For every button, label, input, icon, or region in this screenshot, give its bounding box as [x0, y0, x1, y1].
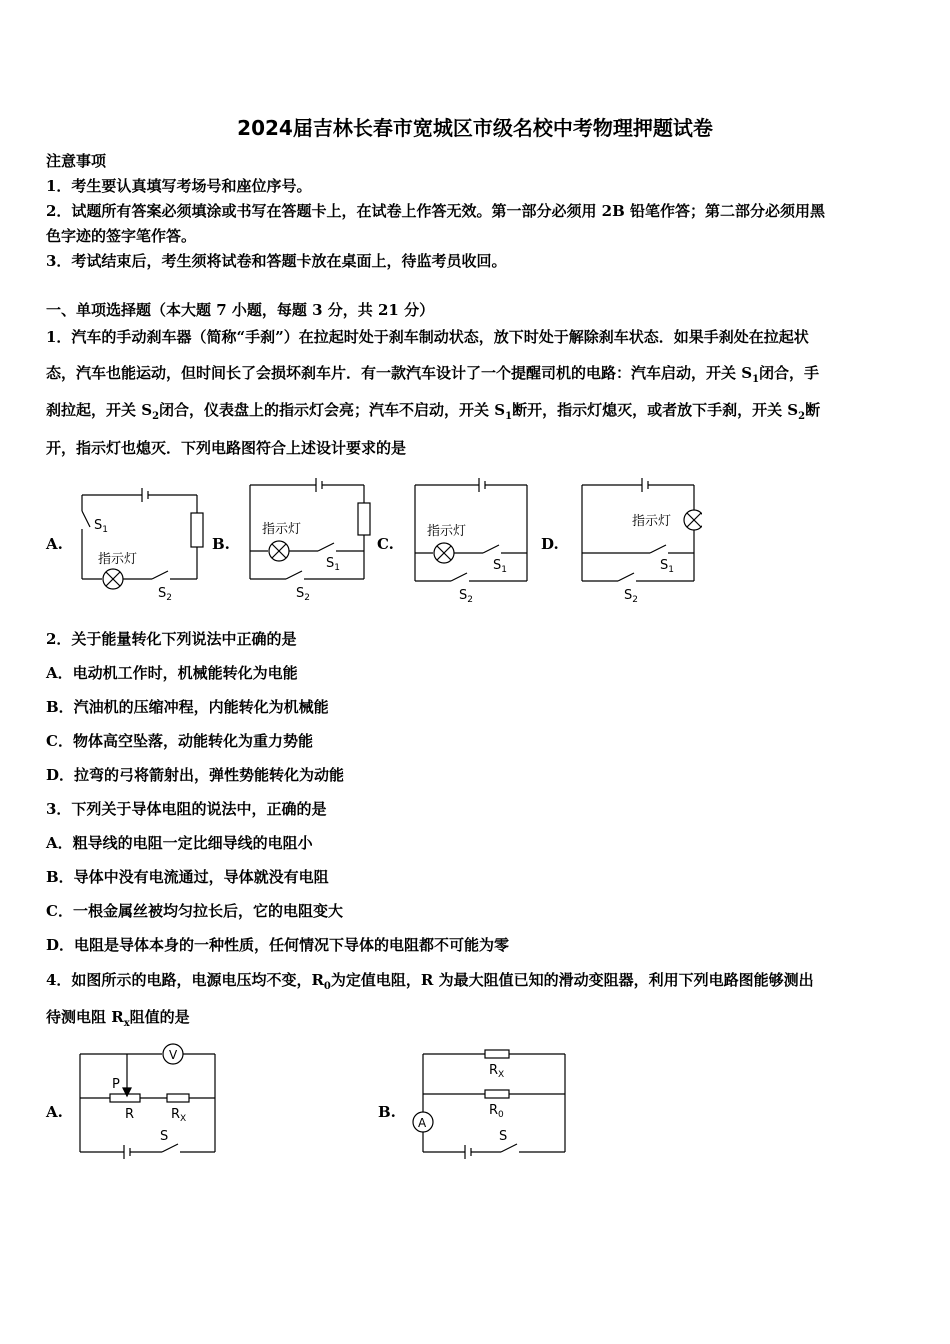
q1-line-3-mid1: 闭合，仪表盘上的指示灯会亮；汽车不启动，开关 S	[159, 401, 506, 419]
q4-line-1-a: 4．如图所示的电路，电源电压均不变，R	[46, 971, 324, 989]
q1-sub-2: 2	[152, 411, 160, 422]
q2-option-a: A．电动机工作时，机械能转化为电能	[46, 664, 298, 682]
q1-line-4: 开，指示灯也熄灭．下列电路图符合上述设计要求的是	[46, 439, 407, 457]
q4-line-1	[46, 969, 906, 998]
q1-line-2	[46, 362, 906, 391]
q1-line-3-mid2: 断开，指示灯熄灭，或者放下手刹，开关 S	[512, 401, 799, 419]
q4-line-1-b: 为定值电阻，R 为最大阻值已知的滑动变阻器，利用下列电路图能够测出	[330, 971, 814, 989]
q4b-rx-label: $R_X$	[489, 1063, 505, 1080]
q4a-s-label: S	[160, 1129, 169, 1144]
q3-option-b: B．导体中没有电流通过，导体就没有电阻	[46, 868, 329, 886]
q2-stem: 2．关于能量转化下列说法中正确的是	[46, 630, 297, 648]
page-title: 2024届吉林长春市宽城区市级名校中考物理押题试卷	[237, 116, 713, 140]
q1d-s2-label: $S_2$	[624, 588, 638, 605]
q3-option-d: D．电阻是导体本身的一种性质，任何情况下导体的电阻都不可能为零	[46, 936, 510, 954]
q1-sub-2b: 2	[798, 411, 806, 422]
q1b-s2-label: $S_2$	[296, 586, 310, 603]
q4a-voltmeter-label: V	[169, 1048, 178, 1062]
q4a-rx-label: $R_X$	[171, 1107, 187, 1124]
q4-circuit-a	[72, 1042, 222, 1162]
section1-heading: 一、单项选择题（本大题 7 小题，每题 3 分，共 21 分）	[46, 301, 435, 319]
q1-line-3-text: 刹拉起，开关 S	[46, 401, 153, 419]
q1c-lamp-label: 指示灯	[427, 524, 467, 539]
q1-circuit-c	[405, 475, 535, 605]
q1-option-c-label: C.	[377, 535, 394, 553]
notice-item-2: 2．试题所有答案必须填涂或书写在答题卡上，在试卷上作答无效。第一部分必须用 2B 铅笔作答；第二部分必须用黑	[46, 202, 826, 220]
q4-circuit-b	[405, 1042, 575, 1162]
q1-line-2-text: 态，汽车也能运动，但时间长了会损坏刹车片．有一款汽车设计了一个提醒司机的电路：汽车启动，开关 S	[46, 364, 753, 382]
q1-sub-1: 1	[752, 374, 760, 385]
q2-option-b: B．汽油机的压缩冲程，内能转化为机械能	[46, 698, 329, 716]
notice-item-1: 1．考生要认真填写考场号和座位序号。	[46, 177, 312, 195]
q1-line-2-tail: 闭合，手	[759, 364, 820, 382]
q1-line-1: 1．汽车的手动刹车器（简称“手刹”）在拉起时处于刹车制动状态，放下时处于解除刹车状态．如果手刹处在拉起状	[46, 328, 809, 346]
q4-option-b-label: B.	[378, 1103, 396, 1121]
q1d-lamp-label: 指示灯	[632, 514, 672, 529]
q1-circuit-b	[240, 475, 380, 605]
q1-option-b-label: B.	[212, 535, 230, 553]
q4-line-2-sub: x	[123, 1018, 130, 1029]
q4a-p-label: P	[112, 1077, 120, 1092]
q1-circuit-d	[572, 475, 702, 605]
q1a-s1-label: $S_1$	[94, 518, 108, 535]
q1a-s2-label: $S_2$	[158, 586, 172, 603]
q4-option-a-label: A.	[46, 1103, 63, 1121]
q1d-s1-label: $S_1$	[660, 558, 674, 575]
q4b-r0-label: $R_0$	[489, 1103, 504, 1120]
q4-line-1-sub: 0	[323, 981, 331, 992]
notice-heading: 注意事项	[46, 152, 107, 170]
q1a-lamp-label: 指示灯	[98, 552, 138, 567]
q1-option-a-label: A.	[46, 535, 63, 553]
q1-line-3-tail: 断	[805, 401, 821, 419]
q1-line-3	[46, 399, 906, 428]
q3-stem: 3．下列关于导体电阻的说法中，正确的是	[46, 800, 327, 818]
q4b-s-label: S	[499, 1129, 508, 1144]
q1-sub-1b: 1	[505, 411, 513, 422]
q2-option-c: C．物体高空坠落，动能转化为重力势能	[46, 732, 313, 750]
q1b-s1-label: $S_1$	[326, 556, 340, 573]
q4-line-2-b: 阻值的是	[129, 1008, 190, 1026]
q1c-s2-label: $S_2$	[459, 588, 473, 605]
q4a-r-label: R	[125, 1107, 135, 1122]
q4-line-2	[46, 1006, 906, 1035]
q4b-ammeter-label: A	[418, 1116, 427, 1130]
q1-circuit-a	[70, 485, 210, 603]
q1-option-d-label: D.	[541, 535, 559, 553]
notice-item-3: 3．考试结束后，考生须将试卷和答题卡放在桌面上，待监考员收回。	[46, 252, 507, 270]
q1c-s1-label: $S_1$	[493, 558, 507, 575]
q4-line-2-a: 待测电阻 R	[46, 1008, 124, 1026]
q1b-lamp-label: 指示灯	[262, 522, 302, 537]
q2-option-d: D．拉弯的弓将箭射出，弹性势能转化为动能	[46, 766, 345, 784]
notice-item-2-cont: 色字迹的签字笔作答。	[46, 227, 197, 245]
q3-option-a: A．粗导线的电阻一定比细导线的电阻小	[46, 834, 313, 852]
q3-option-c: C．一根金属丝被均匀拉长后，它的电阻变大	[46, 902, 343, 920]
